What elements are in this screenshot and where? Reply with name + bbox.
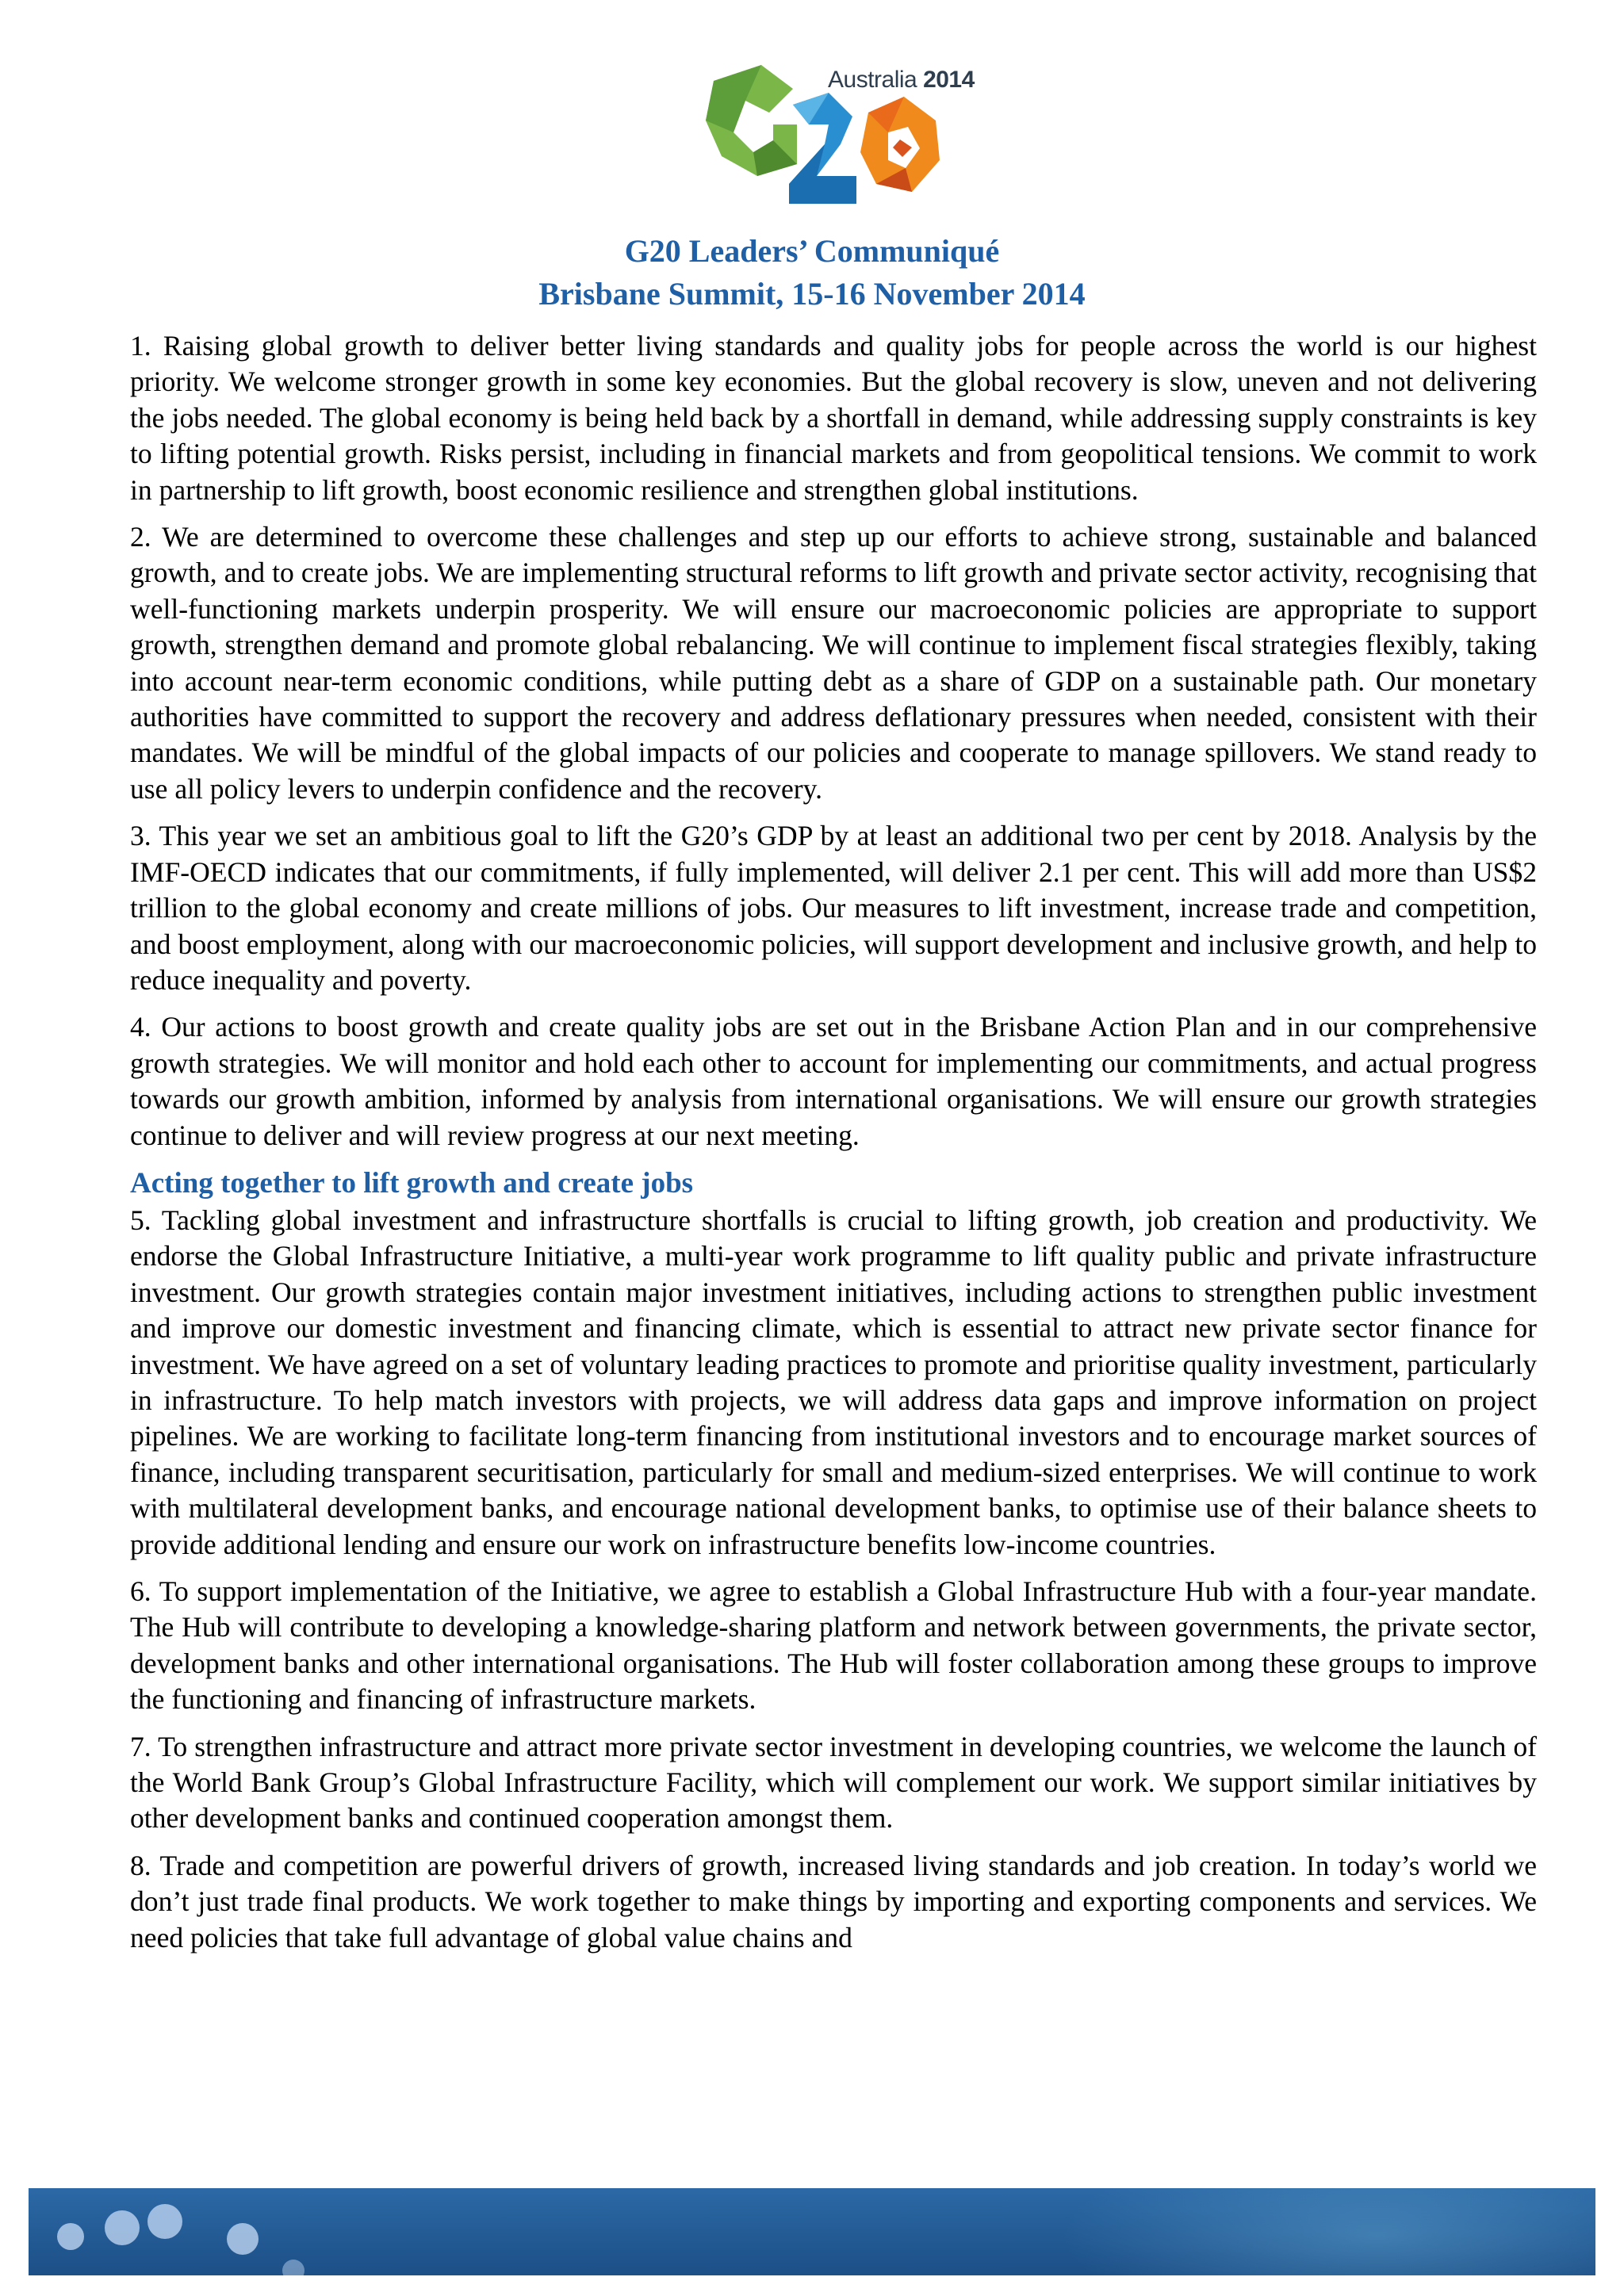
paragraph-5: 5. Tackling global investment and infrastructure shortfalls is crucial to lifting growth, job creation and productivity. We endorse the Global Infrastructure Initiative, a multi-year work programme to lift quality public and private infrastructure investment. Our growth strategies contain major investment initiatives, including actions to strengthen public investment and improve our domestic investment and financing climate, which is essential to attract new private sector finance for investment. We have agreed on a set of voluntary leading practices to promote and prioritise quality investment, particularly in infrastructure. To help match investors with projects, we will address data gaps and improve information on project pipelines. We are working to facilitate long-term financing from institutional investors and to encourage market sources of finance, including transparent securitisation, particularly for small and medium-sized enterprises. We will continue to work with multilateral development banks, and encourage national development banks, to optimise use of their balance sheets to provide additional lending and ensure our work on infrastructure benefits low-income countries. <box>130 1203 1537 1560</box>
paragraph-6: 6. To support implementation of the Initiative, we agree to establish a Global Infrastructure Hub with a four-year mandate. The Hub will contribute to developing a knowledge-sharing platform and network between governments, the private sector, development banks and other international organisations. The Hub will foster collaboration among these groups to improve the functioning and financing of infrastructure markets. <box>130 1575 1537 1716</box>
footer-dot-icon <box>105 2210 140 2245</box>
logo-caption <box>828 67 975 94</box>
communique-body <box>130 328 1537 1967</box>
footer-dot-icon <box>57 2223 84 2250</box>
logo-year: 2014 <box>923 67 975 93</box>
paragraph-1: 1. Raising global growth to deliver better living standards and quality jobs for people across the world is our highest priority. We welcome stronger growth in some key economies. But the global recovery is slow, uneven and not delivering the jobs needed. The global economy is being held back by a shortfall in demand, while addressing supply constraints is key to lifting potential growth. Risks persist, including in financial markets and from geopolitical tensions. We commit to work in partnership to lift growth, boost economic resilience and strengthen global institutions. <box>130 330 1537 506</box>
footer-dot-icon <box>282 2260 304 2275</box>
footer-dot-icon <box>147 2204 182 2239</box>
logo-country: Australia <box>828 67 917 93</box>
paragraph-7: 7. To strengthen infrastructure and attract more private sector investment in developing countries, we welcome the launch of the World Bank Group’s Global Infrastructure Facility, which will complement our work. We support similar initiatives by other development banks and continued cooperation amongst them. <box>130 1730 1537 1835</box>
page-title: G20 Leaders’ Communiqué <box>624 233 1000 269</box>
paragraph-8: 8. Trade and competition are powerful drivers of growth, increased living standards and job creation. In today’s world we don’t just trade final products. We work together to make things by importing and exporting components and services. We need policies that take full advantage of global value chains and <box>130 1849 1537 1954</box>
page-subtitle: Brisbane Summit, 15-16 November 2014 <box>538 276 1086 312</box>
document-header <box>0 230 1624 316</box>
footer-glow <box>1059 2188 1595 2275</box>
footer-dot-icon <box>227 2223 259 2255</box>
paragraph-2: 2. We are determined to overcome these challenges and step up our efforts to achieve strong, sustainable and balanced growth, and to create jobs. We are implementing structural reforms to lift growth and private sector activity, recognising that well-functioning markets underpin prosperity. We will ensure our macroeconomic policies are appropriate to support growth, strengthen demand and promote global rebalancing. We will continue to implement fiscal strategies flexibly, taking into account near-term economic conditions, while putting debt as a share of GDP on a sustainable path. Our monetary authorities have committed to support the recovery and address deflationary pressures when needed, consistent with their mandates. We will be mindful of the global impacts of our policies and cooperate to manage spillovers. We stand ready to use all policy levers to underpin confidence and the recovery. <box>130 521 1537 805</box>
paragraph-4: 4. Our actions to boost growth and create quality jobs are set out in the Brisbane Action Plan and in our comprehensive growth strategies. We will monitor and hold each other to account for implementing our commitments, and actual progress towards our growth ambition, informed by analysis from international organisations. We will ensure our growth strategies continue to deliver and will review progress at our next meeting. <box>130 1011 1537 1151</box>
paragraph-3: 3. This year we set an ambitious goal to lift the G20’s GDP by at least an additional two per cent by 2018. Analysis by the IMF-OECD indicates that our commitments, if fully implemented, will deliver 2.1 per cent. This will add more than US$2 trillion to the global economy and create millions of jobs. Our measures to lift investment, increase trade and competition, and boost employment, along with our macroeconomic policies, will support development and inclusive growth, and help to reduce inequality and poverty. <box>130 820 1537 996</box>
section-heading: Acting together to lift growth and create jobs <box>130 1166 694 1200</box>
footer-band <box>29 2188 1595 2275</box>
